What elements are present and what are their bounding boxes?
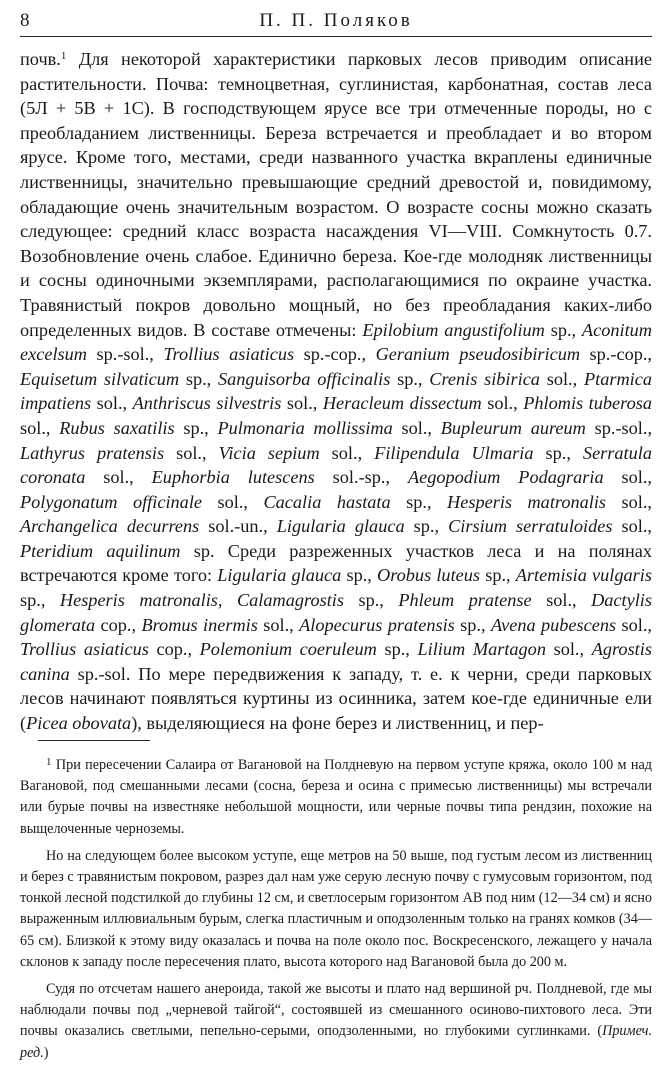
species-name: Ligularia glauca	[217, 565, 342, 586]
species-name: Alopecurus pratensis	[299, 614, 455, 635]
abundance-note: sol.,	[257, 614, 300, 635]
abundance-note: sol.,	[20, 417, 60, 438]
species-name: Aegopodium Podagraria	[407, 467, 604, 488]
abundance-note: sol.,	[392, 417, 441, 438]
species-name: Serratula coronata	[20, 442, 652, 488]
footnote-text: )	[43, 1044, 49, 1061]
species-name: Orobus luteus	[377, 565, 481, 586]
abundance-note: sp.,	[343, 590, 399, 611]
species-name: Geranium pseudosibiricum	[375, 344, 581, 365]
abundance-note: sp.,	[454, 614, 491, 635]
text-run: sp. Среди разреженных участков леса и на полянах встречаются кроме того:	[20, 540, 652, 586]
species-name: Vicia sepium	[218, 442, 320, 463]
species-name: Filipendula Ulmaria	[374, 442, 534, 463]
abundance-note: sol.,	[481, 393, 524, 414]
text-run: Для некоторой характеристики парковых лесов приводим описание растительности. Почва: темноцветная, суглинистая, карбонатная, состав леса (5Л + 5В + 1С). В господствующем ярусе все три отмеченные породы, но с преобладанием лиственницы. Береза встречается и преобладает и во втором ярусе. Кроме того, местами, среди названного участка вкраплены единичные лиственницы, значительно превышающие средний древостой и, повидимому, обладающие очень значительным возрастом. О возрасте сосны можно сказать следующее: средний класс возраста насаждения VI—VIII. Сомкнутость 0.7. Возобновление очень слабое. Единично береза. Кое-где молодняк лиственницы и сосны одиночными экземплярами, располагающимися по окраине участка. Травянистый покров довольно мощный, но без преобладания каких-либо определенных видов. В составе отмечены:	[20, 49, 652, 340]
abundance-note: sol.,	[319, 442, 375, 463]
abundance-note: sol.-sp.,	[314, 467, 408, 488]
abundance-note: sp.-cop.,	[294, 344, 376, 365]
species-name: Sanguisorba officinalis	[218, 368, 391, 389]
abundance-note: sol.,	[603, 467, 652, 488]
abundance-note: sol.,	[202, 491, 264, 512]
species-name: Polemonium coeruleum	[199, 639, 377, 660]
species-name: Cirsium serratuloides	[448, 516, 613, 537]
species-name: Trollius asiaticus	[20, 639, 149, 660]
abundance-note: sp.-sol.,	[585, 417, 653, 438]
species-name: Phlomis tuberosa	[523, 393, 652, 414]
footnotes	[20, 752, 652, 1070]
species-name: Bromus inermis	[141, 614, 258, 635]
species-name: Lilium Martagon	[417, 639, 546, 660]
species-name: Phleum pratense	[398, 590, 532, 611]
abundance-note: sol.,	[281, 393, 323, 414]
abundance-note: sol.,	[91, 393, 133, 414]
abundance-note: sol.,	[545, 639, 592, 660]
species-name: Ptarmica impatiens	[20, 368, 652, 414]
abundance-note: sol.,	[616, 614, 652, 635]
abundance-note: sp.-sol.,	[87, 344, 164, 365]
species-name: Dactylis glomerata	[20, 590, 652, 635]
abundance-note: sol.,	[531, 590, 592, 611]
footnote-1	[20, 752, 652, 840]
abundance-note: cop.,	[95, 614, 142, 635]
editor-note: Примеч. ред.	[20, 1023, 652, 1061]
species-name: Hesperis matronalis	[447, 491, 607, 512]
abundance-note: sp.,	[533, 442, 583, 463]
species-name: Cacalia hastata	[263, 491, 391, 512]
text-run: почв.	[20, 49, 61, 69]
species-name: Lathyrus pratensis	[20, 442, 165, 463]
abundance-note: sp.,	[20, 590, 60, 611]
species-name: Polygonatum officinale	[20, 491, 203, 512]
abundance-note: sol.,	[612, 516, 652, 537]
species-name: Aconitum excelsum	[20, 319, 652, 365]
abundance-note: ,	[217, 590, 237, 611]
species-name: Pteridium aquilinum	[20, 540, 181, 561]
abundance-note: sol.,	[85, 467, 152, 488]
species-name: Rubus saxatilis	[59, 417, 175, 438]
species-name: Hesperis matronalis	[59, 590, 218, 611]
abundance-note: sp.,	[404, 516, 449, 537]
abundance-note: sol.-un.,	[199, 516, 277, 537]
species-name: Anthriscus silvestris	[132, 393, 282, 414]
species-name: Picea obovata	[26, 713, 132, 734]
footnote-mark: 1	[46, 756, 52, 768]
running-title: П. П. Поляков	[259, 10, 413, 31]
species-name: Equisetum silvaticum	[20, 368, 180, 389]
footnote-text: Судя по отсчетам нашего анероида, такой же высоты и плато над вершиной рч. Полдневой, где мы наблюдали почвы под „черневой тайгой“, состоявшей из смешанного осиново-пихтового леса. Эти почвы оказались светлыми, пепельно-серыми, оподзоленными, но глубокими суглинками. (	[20, 981, 652, 1040]
abundance-note: sp.,	[174, 417, 218, 438]
species-name: Pulmonaria mollissima	[217, 417, 393, 438]
page-number: 8	[20, 10, 30, 31]
species-name: Trollius asiaticus	[163, 344, 295, 365]
species-name: Archangelica decurrens	[20, 516, 200, 537]
text-run: sp.-sol. По мере передвижения к западу, т. е. к черни, среди парковых лесов начинают появляться куртины из осинника, затем кое-где единичные ели (	[20, 663, 652, 734]
footnote-text: При пересечении Салаира от Вагановой на Полдневую на первом уступе кряжа, около 100 м над Вагановой, под смешанными лесами (сосна, береза и осина с примесью лиственницы) мы встречали или бурые почвы на известняке небольшой мощности, или черные почвы типа рендзин, похожие на выщелоченные черноземы.	[20, 757, 652, 837]
abundance-note: sol.,	[539, 368, 584, 389]
abundance-note: sp.,	[390, 491, 448, 512]
body-paragraph	[20, 44, 652, 736]
species-name: Calamagrostis	[236, 590, 344, 611]
abundance-note: sol.,	[164, 442, 219, 463]
species-name: Artemisia vulgaris	[515, 565, 652, 586]
species-name: Bupleurum aureum	[440, 417, 586, 438]
abundance-note: sp.,	[544, 319, 582, 340]
species-name: Avena pubescens	[490, 614, 617, 635]
abundance-note: sp.-cop.,	[580, 344, 653, 365]
abundance-note: sp.,	[179, 368, 218, 389]
header-rule	[20, 36, 652, 37]
footnote-3	[20, 979, 652, 1064]
species-name: Crenis sibirica	[429, 368, 540, 389]
footnote-ref[interactable]: 1	[60, 50, 67, 62]
text-run: ), выделяющиеся на фоне берез и лиственниц, и пер-	[131, 713, 544, 734]
abundance-note: cop.,	[148, 639, 200, 660]
abundance-note: sol.,	[606, 491, 652, 512]
abundance-note: sp.,	[390, 368, 430, 389]
abundance-note: sp.,	[480, 565, 516, 586]
species-name: Euphorbia lutescens	[151, 467, 315, 488]
page-header	[20, 8, 652, 34]
species-name: Heracleum dissectum	[322, 393, 482, 414]
species-name: Ligularia glauca	[276, 516, 405, 537]
species-name: Epilobium angustifolium	[362, 319, 545, 340]
species-name: Agrostis canina	[20, 639, 652, 684]
footnote-rule	[38, 740, 150, 741]
abundance-note: sp.,	[376, 639, 418, 660]
abundance-note: sp.,	[341, 565, 378, 586]
footnote-2: Но на следующем более высоком уступе, еще метров на 50 выше, под густым лесом из лиственниц и берез с травянистым покровом, разрез дал нам уже серую лесную почву с гумусовым горизонтом, под тонкой лесной подстилкой до глубины 12 см, и светлосерым горизонтом АВ под ним (12—34 см) и ясно выраженным иллювиальным бурым, слегка пластичным и оподзоленным только на гранях комков (34—65 см). Близкой к этому виду оказалась и почва на поле около пос. Воскресенского, лежащего у начала склонов к западу после пересечения плато, высота которого над Вагановой была до 200 м.	[20, 847, 652, 970]
